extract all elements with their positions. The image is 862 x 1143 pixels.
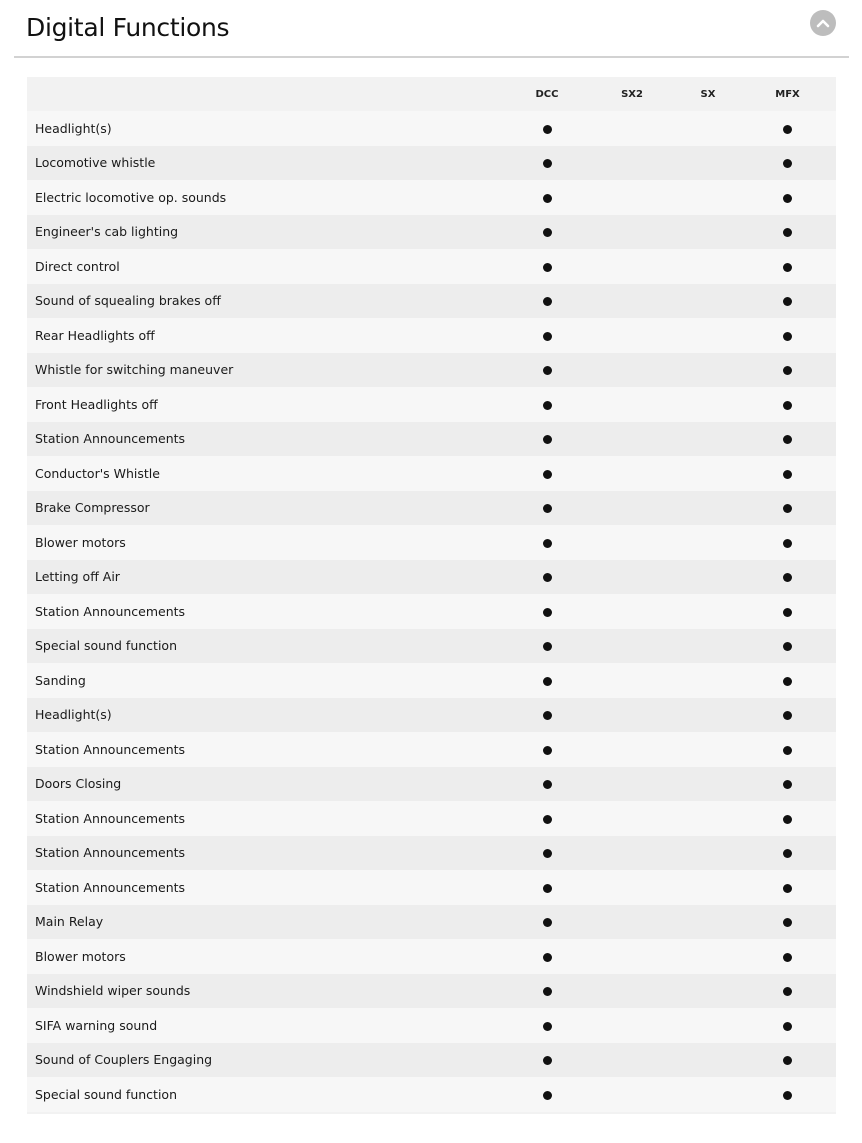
table-row	[27, 698, 836, 733]
filled-dot-icon	[783, 711, 792, 720]
filled-dot-icon	[783, 1056, 792, 1065]
support-cell-dcc	[507, 180, 587, 215]
filled-dot-icon	[783, 815, 792, 824]
table-row	[27, 663, 836, 698]
function-name: Headlight(s)	[27, 698, 507, 733]
support-cell-sx	[677, 284, 739, 319]
support-cell-mfx	[739, 870, 836, 905]
column-header-mfx: MFX	[775, 88, 800, 100]
function-name: Front Headlights off	[27, 387, 507, 422]
column-header-sx2: SX2	[621, 88, 643, 100]
support-cell-mfx	[739, 1043, 836, 1078]
support-cell-dcc	[507, 836, 587, 871]
support-cell-sx2	[587, 939, 677, 974]
filled-dot-icon	[543, 159, 552, 168]
collapse-button[interactable]	[810, 10, 836, 36]
support-cell-sx	[677, 525, 739, 560]
function-name: Windshield wiper sounds	[27, 974, 507, 1009]
function-name: Sound of Couplers Engaging	[27, 1043, 507, 1078]
table-row	[27, 1008, 836, 1043]
function-name: Station Announcements	[27, 836, 507, 871]
filled-dot-icon	[783, 435, 792, 444]
support-cell-dcc	[507, 801, 587, 836]
filled-dot-icon	[543, 987, 552, 996]
support-cell-mfx	[739, 560, 836, 595]
filled-dot-icon	[543, 746, 552, 755]
filled-dot-icon	[543, 642, 552, 651]
filled-dot-icon	[543, 539, 552, 548]
support-cell-sx	[677, 801, 739, 836]
section-title: Digital Functions	[26, 13, 230, 42]
table-row	[27, 801, 836, 836]
support-cell-dcc	[507, 525, 587, 560]
filled-dot-icon	[543, 401, 552, 410]
support-cell-mfx	[739, 422, 836, 457]
support-cell-sx	[677, 422, 739, 457]
support-cell-dcc	[507, 629, 587, 664]
filled-dot-icon	[783, 642, 792, 651]
filled-dot-icon	[543, 1091, 552, 1100]
function-name: Station Announcements	[27, 594, 507, 629]
support-cell-dcc	[507, 905, 587, 940]
support-cell-sx	[677, 594, 739, 629]
filled-dot-icon	[783, 1022, 792, 1031]
function-name: Main Relay	[27, 905, 507, 940]
support-cell-sx	[677, 870, 739, 905]
support-cell-dcc	[507, 1077, 587, 1112]
support-cell-sx2	[587, 663, 677, 698]
filled-dot-icon	[543, 711, 552, 720]
support-cell-sx	[677, 905, 739, 940]
support-cell-dcc	[507, 594, 587, 629]
filled-dot-icon	[783, 539, 792, 548]
support-cell-mfx	[739, 732, 836, 767]
column-header-sx: SX	[700, 88, 716, 100]
support-cell-mfx	[739, 836, 836, 871]
function-name: Engineer's cab lighting	[27, 215, 507, 250]
support-cell-sx2	[587, 353, 677, 388]
support-cell-sx2	[587, 525, 677, 560]
function-name: Station Announcements	[27, 870, 507, 905]
support-cell-mfx	[739, 1077, 836, 1112]
table-row	[27, 456, 836, 491]
support-cell-dcc	[507, 1008, 587, 1043]
support-cell-mfx	[739, 180, 836, 215]
filled-dot-icon	[543, 125, 552, 134]
support-cell-dcc	[507, 215, 587, 250]
support-cell-sx2	[587, 249, 677, 284]
function-name: Whistle for switching maneuver	[27, 353, 507, 388]
support-cell-dcc	[507, 732, 587, 767]
support-cell-mfx	[739, 249, 836, 284]
function-name: Sound of squealing brakes off	[27, 284, 507, 319]
support-cell-sx2	[587, 318, 677, 353]
filled-dot-icon	[543, 815, 552, 824]
filled-dot-icon	[783, 746, 792, 755]
table-row	[27, 1043, 836, 1078]
filled-dot-icon	[543, 470, 552, 479]
filled-dot-icon	[783, 366, 792, 375]
table-row	[27, 629, 836, 664]
support-cell-sx2	[587, 767, 677, 802]
support-cell-sx	[677, 215, 739, 250]
filled-dot-icon	[543, 780, 552, 789]
support-cell-mfx	[739, 629, 836, 664]
filled-dot-icon	[543, 608, 552, 617]
support-cell-sx	[677, 836, 739, 871]
support-cell-mfx	[739, 387, 836, 422]
function-name: Headlight(s)	[27, 111, 507, 146]
support-cell-sx	[677, 767, 739, 802]
support-cell-mfx	[739, 974, 836, 1009]
digital-functions-table	[27, 77, 836, 1114]
filled-dot-icon	[783, 470, 792, 479]
function-name: Conductor's Whistle	[27, 456, 507, 491]
function-name: Brake Compressor	[27, 491, 507, 526]
support-cell-sx2	[587, 1008, 677, 1043]
filled-dot-icon	[543, 297, 552, 306]
table-row	[27, 215, 836, 250]
support-cell-dcc	[507, 491, 587, 526]
support-cell-mfx	[739, 525, 836, 560]
section-header	[14, 0, 849, 58]
filled-dot-icon	[543, 435, 552, 444]
support-cell-sx	[677, 111, 739, 146]
table-row	[27, 353, 836, 388]
support-cell-sx	[677, 491, 739, 526]
function-name: Direct control	[27, 249, 507, 284]
filled-dot-icon	[543, 228, 552, 237]
function-name: SIFA warning sound	[27, 1008, 507, 1043]
support-cell-sx	[677, 180, 739, 215]
support-cell-dcc	[507, 318, 587, 353]
filled-dot-icon	[543, 194, 552, 203]
filled-dot-icon	[783, 297, 792, 306]
support-cell-dcc	[507, 663, 587, 698]
support-cell-sx2	[587, 836, 677, 871]
function-name: Blower motors	[27, 525, 507, 560]
support-cell-dcc	[507, 387, 587, 422]
table-row	[27, 870, 836, 905]
function-name: Electric locomotive op. sounds	[27, 180, 507, 215]
support-cell-dcc	[507, 939, 587, 974]
support-cell-mfx	[739, 594, 836, 629]
support-cell-mfx	[739, 698, 836, 733]
filled-dot-icon	[543, 573, 552, 582]
support-cell-sx2	[587, 456, 677, 491]
function-name: Locomotive whistle	[27, 146, 507, 181]
support-cell-sx2	[587, 560, 677, 595]
table-row	[27, 594, 836, 629]
support-cell-sx	[677, 146, 739, 181]
function-name: Special sound function	[27, 629, 507, 664]
filled-dot-icon	[783, 987, 792, 996]
table-row	[27, 905, 836, 940]
filled-dot-icon	[543, 504, 552, 513]
support-cell-mfx	[739, 801, 836, 836]
function-name: Station Announcements	[27, 732, 507, 767]
support-cell-sx	[677, 974, 739, 1009]
support-cell-dcc	[507, 249, 587, 284]
table-row	[27, 732, 836, 767]
support-cell-sx	[677, 939, 739, 974]
support-cell-sx2	[587, 594, 677, 629]
support-cell-sx2	[587, 974, 677, 1009]
table-row	[27, 180, 836, 215]
filled-dot-icon	[543, 366, 552, 375]
function-name: Rear Headlights off	[27, 318, 507, 353]
filled-dot-icon	[543, 849, 552, 858]
support-cell-mfx	[739, 318, 836, 353]
filled-dot-icon	[543, 1022, 552, 1031]
support-cell-sx2	[587, 905, 677, 940]
filled-dot-icon	[783, 159, 792, 168]
filled-dot-icon	[783, 780, 792, 789]
support-cell-dcc	[507, 560, 587, 595]
support-cell-mfx	[739, 353, 836, 388]
filled-dot-icon	[783, 1091, 792, 1100]
support-cell-mfx	[739, 215, 836, 250]
support-cell-sx2	[587, 491, 677, 526]
filled-dot-icon	[783, 677, 792, 686]
table-row	[27, 560, 836, 595]
filled-dot-icon	[783, 194, 792, 203]
support-cell-mfx	[739, 284, 836, 319]
support-cell-sx2	[587, 1077, 677, 1112]
table-row	[27, 939, 836, 974]
function-name: Blower motors	[27, 939, 507, 974]
table-row	[27, 491, 836, 526]
support-cell-sx2	[587, 180, 677, 215]
filled-dot-icon	[783, 401, 792, 410]
filled-dot-icon	[543, 1056, 552, 1065]
support-cell-mfx	[739, 111, 836, 146]
table-row	[27, 284, 836, 319]
column-header-function	[27, 77, 507, 111]
table-row	[27, 974, 836, 1009]
filled-dot-icon	[783, 918, 792, 927]
support-cell-sx2	[587, 387, 677, 422]
support-cell-sx2	[587, 629, 677, 664]
function-name: Sanding	[27, 663, 507, 698]
support-cell-mfx	[739, 663, 836, 698]
support-cell-mfx	[739, 146, 836, 181]
filled-dot-icon	[543, 953, 552, 962]
support-cell-dcc	[507, 422, 587, 457]
table-row	[27, 111, 836, 146]
filled-dot-icon	[543, 263, 552, 272]
support-cell-dcc	[507, 870, 587, 905]
filled-dot-icon	[543, 332, 552, 341]
filled-dot-icon	[783, 849, 792, 858]
support-cell-sx	[677, 353, 739, 388]
support-cell-mfx	[739, 491, 836, 526]
support-cell-sx2	[587, 422, 677, 457]
function-name: Special sound function	[27, 1077, 507, 1112]
function-name: Station Announcements	[27, 801, 507, 836]
chevron-up-icon	[816, 18, 830, 28]
filled-dot-icon	[783, 504, 792, 513]
support-cell-sx2	[587, 732, 677, 767]
filled-dot-icon	[543, 884, 552, 893]
support-cell-sx	[677, 318, 739, 353]
support-cell-dcc	[507, 1043, 587, 1078]
support-cell-sx	[677, 629, 739, 664]
support-cell-sx2	[587, 1043, 677, 1078]
filled-dot-icon	[783, 953, 792, 962]
table-row	[27, 525, 836, 560]
function-name: Doors Closing	[27, 767, 507, 802]
support-cell-sx	[677, 698, 739, 733]
support-cell-sx	[677, 387, 739, 422]
table-row	[27, 318, 836, 353]
support-cell-sx	[677, 560, 739, 595]
support-cell-dcc	[507, 353, 587, 388]
function-name: Letting off Air	[27, 560, 507, 595]
support-cell-dcc	[507, 284, 587, 319]
table-row	[27, 387, 836, 422]
table-row	[27, 1077, 836, 1112]
support-cell-mfx	[739, 905, 836, 940]
support-cell-sx	[677, 732, 739, 767]
support-cell-sx2	[587, 801, 677, 836]
filled-dot-icon	[783, 263, 792, 272]
support-cell-sx2	[587, 870, 677, 905]
table-row	[27, 249, 836, 284]
filled-dot-icon	[543, 918, 552, 927]
function-name: Station Announcements	[27, 422, 507, 457]
support-cell-dcc	[507, 456, 587, 491]
filled-dot-icon	[783, 228, 792, 237]
support-cell-sx2	[587, 698, 677, 733]
table-row	[27, 767, 836, 802]
filled-dot-icon	[543, 677, 552, 686]
table-row	[27, 422, 836, 457]
support-cell-dcc	[507, 767, 587, 802]
support-cell-sx	[677, 249, 739, 284]
support-cell-mfx	[739, 1008, 836, 1043]
support-cell-mfx	[739, 767, 836, 802]
support-cell-sx2	[587, 111, 677, 146]
table-header-row	[27, 77, 836, 111]
filled-dot-icon	[783, 125, 792, 134]
support-cell-mfx	[739, 456, 836, 491]
filled-dot-icon	[783, 884, 792, 893]
filled-dot-icon	[783, 608, 792, 617]
table-row	[27, 836, 836, 871]
support-cell-sx	[677, 456, 739, 491]
support-cell-sx	[677, 1043, 739, 1078]
column-header-dcc: DCC	[535, 88, 559, 100]
support-cell-dcc	[507, 974, 587, 1009]
support-cell-sx	[677, 663, 739, 698]
table-row	[27, 146, 836, 181]
support-cell-dcc	[507, 146, 587, 181]
support-cell-mfx	[739, 939, 836, 974]
support-cell-sx2	[587, 215, 677, 250]
filled-dot-icon	[783, 332, 792, 341]
support-cell-sx	[677, 1077, 739, 1112]
support-cell-dcc	[507, 111, 587, 146]
support-cell-dcc	[507, 698, 587, 733]
filled-dot-icon	[783, 573, 792, 582]
support-cell-sx2	[587, 146, 677, 181]
support-cell-sx2	[587, 284, 677, 319]
support-cell-sx	[677, 1008, 739, 1043]
